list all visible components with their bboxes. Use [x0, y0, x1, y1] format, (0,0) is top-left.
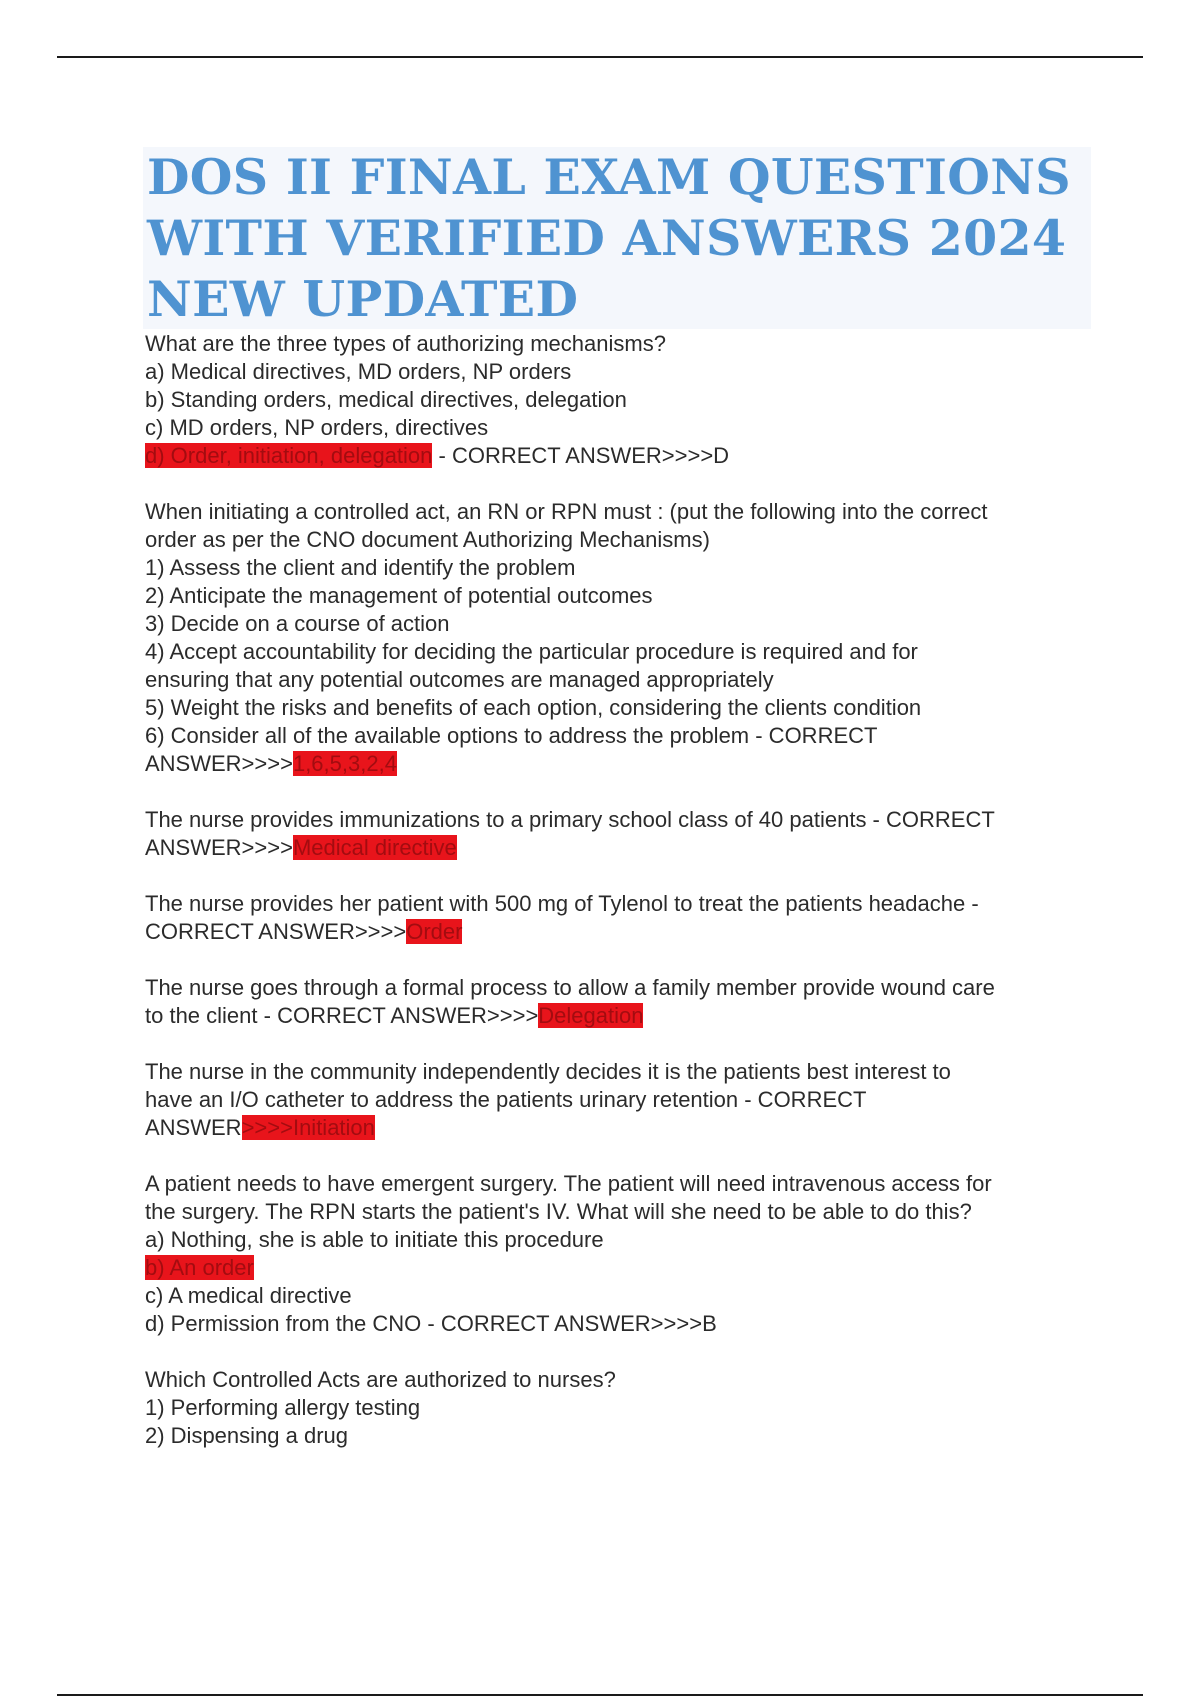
- answer-text: ANSWER>>>>: [145, 751, 293, 776]
- question-2: [145, 498, 1105, 778]
- question-2-step: 6) Consider all of the available options to address the problem - CORRECT: [145, 723, 878, 748]
- question-2-step: 5) Weight the risks and benefits of each option, considering the clients condition: [145, 695, 922, 720]
- question-7: [145, 1170, 1105, 1338]
- question-2-answer: [145, 750, 1105, 778]
- question-5: [145, 974, 1105, 1030]
- title-line-1: DOS II FINAL EXAM QUESTIONS: [147, 148, 1071, 206]
- question-2-line: When initiating a controlled act, an RN or RPN must : (put the following into the correct: [145, 499, 988, 524]
- answer-text: ANSWER: [145, 1115, 242, 1140]
- question-3: [145, 806, 1105, 862]
- question-2-step: 3) Decide on a course of action: [145, 611, 450, 636]
- question-4-line: The nurse provides her patient with 500 mg of Tylenol to treat the patients headache -: [145, 891, 979, 916]
- answer-highlight: Order: [406, 919, 463, 944]
- question-3-answer: [145, 834, 1105, 862]
- question-1-option-b: b) Standing orders, medical directives, delegation: [145, 387, 627, 412]
- top-rule: [57, 56, 1143, 58]
- answer-highlight: Delegation: [538, 1003, 644, 1028]
- title-line-3: NEW UPDATED: [147, 270, 579, 328]
- question-8-item: 1) Performing allergy testing: [145, 1395, 421, 1420]
- question-5-line: The nurse goes through a formal process to allow a family member provide wound care: [145, 975, 995, 1000]
- question-4: [145, 890, 1105, 946]
- question-8-item: 2) Dispensing a drug: [145, 1423, 349, 1448]
- question-2-step: 4) Accept accountability for deciding the particular procedure is required and for: [145, 639, 918, 664]
- title-line-2: WITH VERIFIED ANSWERS 2024: [147, 209, 1067, 267]
- question-2-step: 1) Assess the client and identify the problem: [145, 555, 576, 580]
- bottom-rule: [57, 1694, 1143, 1696]
- question-7-option-d: d) Permission from the CNO - CORRECT ANSWER>>>>B: [145, 1311, 717, 1336]
- question-6-line: have an I/O catheter to address the patients urinary retention - CORRECT: [145, 1087, 867, 1112]
- question-6: [145, 1058, 1105, 1142]
- document-title: [143, 147, 1091, 329]
- answer-text: CORRECT ANSWER>>>>: [145, 919, 407, 944]
- answer-text: to the client - CORRECT ANSWER>>>>: [145, 1003, 539, 1028]
- question-6-line: The nurse in the community independently decides it is the patients best interest to: [145, 1059, 951, 1084]
- question-7-option-a: a) Nothing, she is able to initiate this procedure: [145, 1227, 604, 1252]
- answer-highlight: >>>>Initiation: [241, 1115, 375, 1140]
- question-4-answer: [145, 918, 1105, 946]
- question-1-option-c: c) MD orders, NP orders, directives: [145, 415, 489, 440]
- question-2-step: 2) Anticipate the management of potential outcomes: [145, 583, 653, 608]
- answer-text: ANSWER>>>>: [145, 835, 293, 860]
- question-7-option-c: c) A medical directive: [145, 1283, 352, 1308]
- answer-highlight: 1,6,5,3,2,4: [292, 751, 397, 776]
- question-7-option-b: [145, 1254, 1105, 1282]
- answer-highlight: Medical directive: [292, 835, 457, 860]
- question-5-answer: [145, 1002, 1105, 1030]
- question-8: [145, 1366, 1105, 1450]
- question-6-answer: [145, 1114, 1105, 1142]
- question-3-line: The nurse provides immunizations to a primary school class of 40 patients - CORRECT: [145, 807, 995, 832]
- question-7-line: A patient needs to have emergent surgery. The patient will need intravenous access for: [145, 1171, 992, 1196]
- answer-highlight: b) An order: [145, 1255, 254, 1280]
- question-2-step: ensuring that any potential outcomes are managed appropriately: [145, 667, 774, 692]
- answer-text: - CORRECT ANSWER>>>>D: [432, 443, 730, 468]
- question-1-answer: [145, 442, 1105, 470]
- question-1-option-a: a) Medical directives, MD orders, NP orders: [145, 359, 572, 384]
- answer-highlight: d) Order, initiation, delegation: [145, 443, 433, 468]
- document-body: [145, 330, 1105, 1450]
- question-1-line: What are the three types of authorizing mechanisms?: [145, 331, 666, 356]
- question-7-line: the surgery. The RPN starts the patient's IV. What will she need to be able to do this?: [145, 1199, 972, 1224]
- question-2-line: order as per the CNO document Authorizing Mechanisms): [145, 527, 710, 552]
- question-8-line: Which Controlled Acts are authorized to nurses?: [145, 1367, 616, 1392]
- question-1: [145, 330, 1105, 470]
